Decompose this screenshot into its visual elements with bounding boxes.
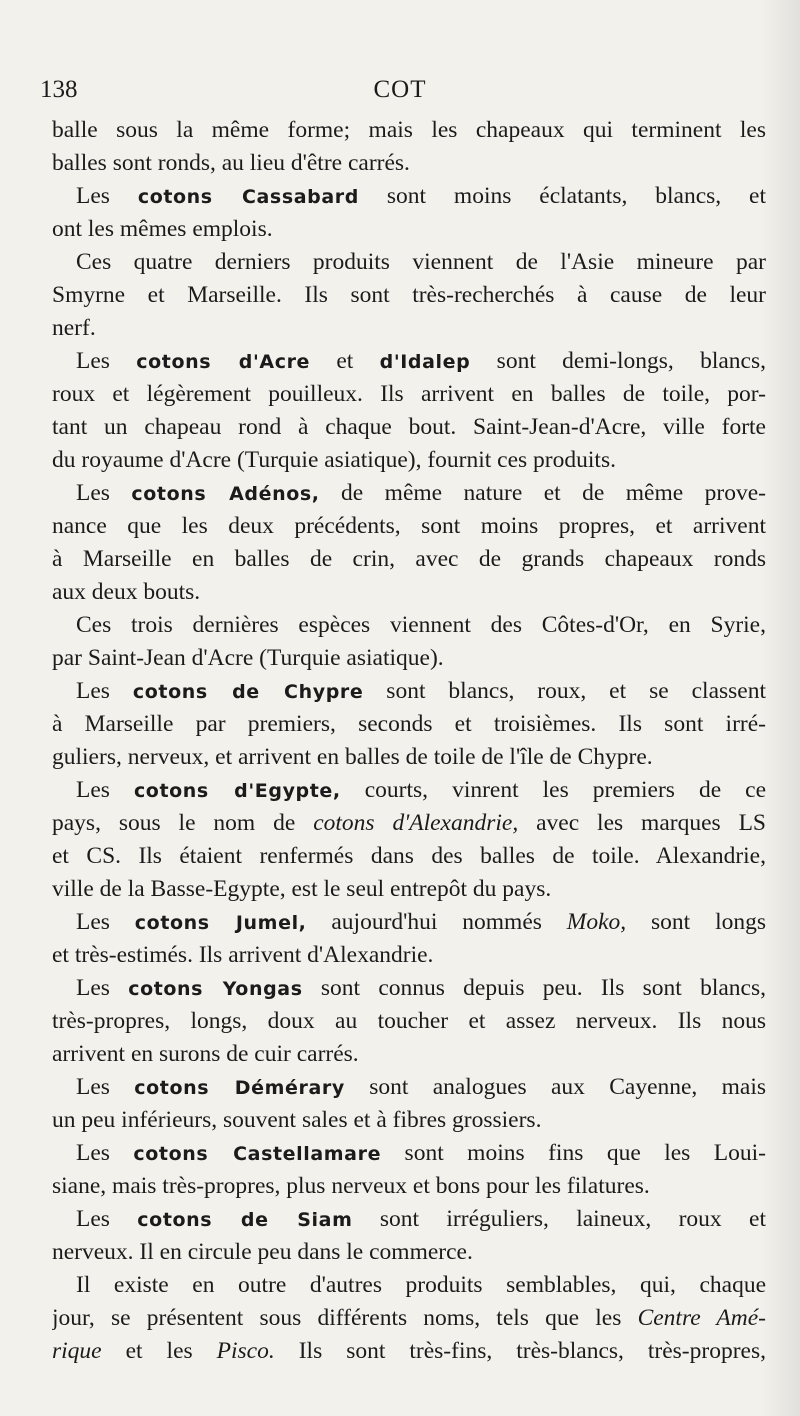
text-line — [52, 1038, 766, 1071]
text-line — [52, 840, 766, 873]
text-run: Les — [76, 1140, 134, 1166]
page-number: 138 — [40, 76, 78, 103]
text-run: sont connus depuis peu. Ils sont blancs, — [302, 975, 766, 1001]
text-line — [52, 1269, 766, 1302]
text-run: nerf. — [52, 315, 96, 341]
text-line — [52, 807, 766, 840]
text-line — [52, 1170, 766, 1203]
text-line — [52, 345, 766, 378]
text-line — [52, 873, 766, 906]
text-run: Ils sont très-fins, très-blancs, très-propres, — [274, 1338, 766, 1364]
text-line — [52, 378, 766, 411]
text-line — [52, 180, 766, 213]
cotton-variety-name: cotons de Siam — [137, 1209, 353, 1231]
text-run: pays, sous le nom de — [52, 810, 314, 836]
text-run: très-propres, longs, doux au toucher et assez nerveux. Ils nous — [52, 1008, 766, 1034]
text-line — [52, 708, 766, 741]
paragraph — [52, 180, 766, 246]
paragraph — [52, 1137, 766, 1203]
text-run: à Marseille en balles de crin, avec de grands chapeaux ronds — [52, 546, 766, 572]
text-line — [52, 609, 766, 642]
text-line — [52, 906, 766, 939]
text-run: Les — [76, 777, 134, 803]
paragraph — [52, 1269, 766, 1368]
italic-term: Moko, — [566, 909, 627, 935]
text-run: Ces quatre derniers produits viennent de l'Asie mineure par — [76, 249, 766, 275]
paragraph — [52, 972, 766, 1071]
text-line — [52, 312, 766, 345]
text-run: balles sont ronds, au lieu d'être carrés. — [52, 150, 410, 176]
text-line — [52, 477, 766, 510]
cotton-variety-name: cotons Adénos, — [131, 483, 320, 505]
cotton-variety-name: cotons d'Acre — [136, 351, 311, 373]
italic-term: Centre Amé- — [637, 1305, 766, 1331]
text-line — [52, 246, 766, 279]
text-line — [52, 1335, 766, 1368]
text-run: avec les marques LS — [518, 810, 766, 836]
text-line — [52, 147, 766, 180]
text-line — [52, 1236, 766, 1269]
text-line — [52, 1203, 766, 1236]
paragraph — [52, 906, 766, 972]
paragraph — [52, 246, 766, 345]
text-run: guliers, nerveux, et arrivent en balles de toile de l'île de Chypre. — [52, 744, 653, 770]
text-run: Les — [76, 909, 135, 935]
text-run: sont longs — [626, 909, 766, 935]
text-run: par Saint-Jean d'Acre (Turquie asiatique). — [52, 645, 444, 671]
paragraph — [52, 1071, 766, 1137]
text-line — [52, 543, 766, 576]
text-run: sont analogues aux Cayenne, mais — [344, 1074, 766, 1100]
text-line — [52, 279, 766, 312]
text-run: un peu inférieurs, souvent sales et à fibres grossiers. — [52, 1107, 542, 1133]
cotton-variety-name: cotons Jumel, — [134, 912, 307, 934]
text-run: sont blancs, roux, et se classent — [363, 678, 766, 704]
text-run: Les — [76, 1206, 138, 1232]
text-line — [52, 642, 766, 675]
text-line — [52, 114, 766, 147]
text-run: aujourd'hui nommés — [306, 909, 567, 935]
text-run: sont moins éclatants, blancs, et — [358, 183, 766, 209]
text-run: siane, mais très-propres, plus nerveux et bons pour les filatures. — [52, 1173, 650, 1199]
paragraph — [52, 477, 766, 609]
text-run: et très-estimés. Ils arrivent d'Alexandrie. — [52, 942, 434, 968]
text-run: tant un chapeau rond à chaque bout. Saint-Jean-d'Acre, ville forte — [52, 414, 766, 440]
text-run: arrivent en surons de cuir carrés. — [52, 1041, 359, 1067]
paragraph — [52, 609, 766, 675]
text-run: balle sous la même forme; mais les chapeaux qui terminent les — [52, 117, 766, 143]
text-run: jour, se présentent sous différents noms, tels que les — [52, 1305, 638, 1331]
text-line — [52, 1302, 766, 1335]
cotton-variety-name: cotons Castellamare — [133, 1143, 382, 1165]
cotton-variety-name: cotons d'Egypte, — [133, 780, 341, 802]
running-head — [40, 76, 760, 106]
text-line — [52, 1005, 766, 1038]
text-run: sont moins fins que les Loui- — [381, 1140, 766, 1166]
cotton-variety-name: cotons de Chypre — [132, 681, 364, 703]
text-run: Les — [76, 678, 133, 704]
text-run: Les — [76, 480, 132, 506]
text-line — [52, 1071, 766, 1104]
paragraph — [52, 114, 766, 180]
text-run: sont demi-longs, blancs, — [470, 348, 766, 374]
text-line — [52, 939, 766, 972]
text-line — [52, 411, 766, 444]
text-run: Les — [76, 1074, 135, 1100]
cotton-variety-name: cotons Démérary — [134, 1077, 345, 1099]
cotton-variety-name: cotons Yongas — [128, 978, 303, 1000]
text-line — [52, 444, 766, 477]
text-line — [52, 510, 766, 543]
text-run: et — [310, 348, 380, 374]
text-run: ville de la Basse-Egypte, est le seul entrepôt du pays. — [52, 876, 552, 902]
text-run: Smyrne et Marseille. Ils sont très-recherchés à cause de leur — [52, 282, 766, 308]
text-run: ont les mêmes emplois. — [52, 216, 273, 242]
text-run: sont irréguliers, laineux, roux et — [352, 1206, 766, 1232]
paragraph — [52, 1203, 766, 1269]
running-title: COT — [373, 76, 427, 103]
text-line — [52, 774, 766, 807]
text-run: Il existe en outre d'autres produits semblables, qui, chaque — [76, 1272, 766, 1298]
text-run: roux et légèrement pouilleux. Ils arrivent en balles de toile, por- — [52, 381, 766, 407]
text-run: du royaume d'Acre (Turquie asiatique), fournit ces produits. — [52, 447, 616, 473]
paragraph — [52, 774, 766, 906]
paragraph — [52, 345, 766, 477]
text-run: à Marseille par premiers, seconds et troisièmes. Ils sont irré- — [52, 711, 766, 737]
text-run: Les — [76, 183, 138, 209]
text-line — [52, 741, 766, 774]
text-run: aux deux bouts. — [52, 579, 201, 605]
cotton-variety-name: cotons Cassabard — [137, 186, 359, 208]
italic-term: cotons d'Alexandrie, — [313, 810, 519, 836]
text-line — [52, 576, 766, 609]
text-run: Les — [76, 348, 137, 374]
text-run: et CS. Ils étaient renfermés dans des balles de toile. Alexandrie, — [52, 843, 766, 869]
paragraph — [52, 675, 766, 774]
text-run: courts, vinrent les premiers de ce — [340, 777, 766, 803]
text-run: nerveux. Il en circule peu dans le commerce. — [52, 1239, 473, 1265]
text-run: Les — [76, 975, 129, 1001]
text-line — [52, 1137, 766, 1170]
text-run: nance que les deux précédents, sont moins propres, et arrivent — [52, 513, 766, 539]
text-line — [52, 1104, 766, 1137]
text-line — [52, 972, 766, 1005]
text-line — [52, 213, 766, 246]
body-text — [52, 114, 766, 1368]
text-run: et les — [101, 1338, 217, 1364]
text-run: de même nature et de même prove- — [319, 480, 766, 506]
italic-term: Pisco. — [216, 1338, 275, 1364]
italic-term: rique — [52, 1338, 102, 1364]
text-run: Ces trois dernières espèces viennent des Côtes-d'Or, en Syrie, — [76, 612, 766, 638]
text-line — [52, 675, 766, 708]
cotton-variety-name: d'Idalep — [379, 351, 471, 373]
